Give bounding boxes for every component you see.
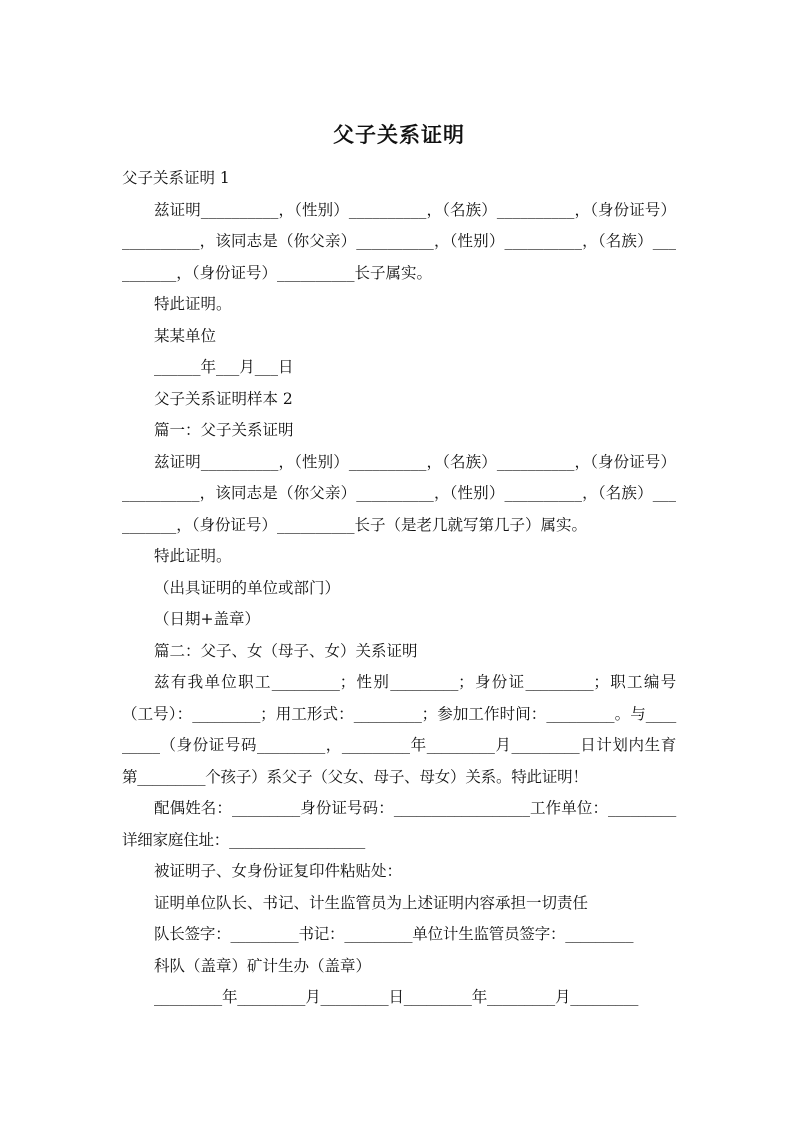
closing-statement-1: 特此证明。 xyxy=(154,295,232,313)
responsibility-statement: 证明单位队长、书记、计生监管员为上述证明内容承担一切责任 xyxy=(154,893,589,912)
section-heading-1: 父子关系证明 1 xyxy=(122,169,230,187)
subsection-heading-1: 篇一：父子关系证明 xyxy=(154,421,294,439)
issuer-placeholder: （出具证明的单位或部门） xyxy=(154,578,341,597)
date-seal-placeholder: （日期+盖章） xyxy=(154,610,260,628)
signature-line: 队长签字：_________书记：_________单位计生监管员签字：_________ xyxy=(154,925,634,943)
spouse-info-line: 配偶姓名：_________身份证号码：__________________工作单位：_________详细家庭住址：__________________ xyxy=(122,799,676,849)
issuer-name: 某某单位 xyxy=(154,326,217,345)
id-copy-attachment-label: 被证明子、女身份证复印件粘贴处： xyxy=(154,862,403,880)
date-line-1: ______年___月___日 xyxy=(154,358,294,376)
employee-relationship-body: 兹有我单位职工_________；性别_________；身份证_________；职工编号（工号）：_________；用工形式：_________；参加工作时间：_________。与_________（身份证号码_________，_________年_________月_________日计划内生育第_________个孩子）系父子（父女、母子、母女）关系。特此证明！ xyxy=(122,673,676,786)
certificate-body-1: 兹证明__________，（性别）__________，（名族）__________，（身份证号）__________，该同志是（你父亲）__________，（性别）__________，（名族）__________，（身份证号）__________长子属实。 xyxy=(122,200,676,282)
final-date-line: _________年_________月_________日_________年_________月_________ xyxy=(154,988,639,1006)
seal-line: 科队（盖章）矿计生办（盖章） xyxy=(154,956,372,975)
section-heading-2: 父子关系证明样本 2 xyxy=(154,389,293,408)
subsection-heading-2: 篇二：父子、女（母子、女）关系证明 xyxy=(154,641,418,660)
certificate-body-2: 兹证明__________，（性别）__________，（名族）__________，（身份证号）__________，该同志是（你父亲）__________，（性别）__________，（名族）__________，（身份证号）__________长子（是老几就写第几子）属实。 xyxy=(122,452,676,534)
closing-statement-2: 特此证明。 xyxy=(154,547,232,565)
document-title: 父子关系证明 xyxy=(333,123,465,147)
